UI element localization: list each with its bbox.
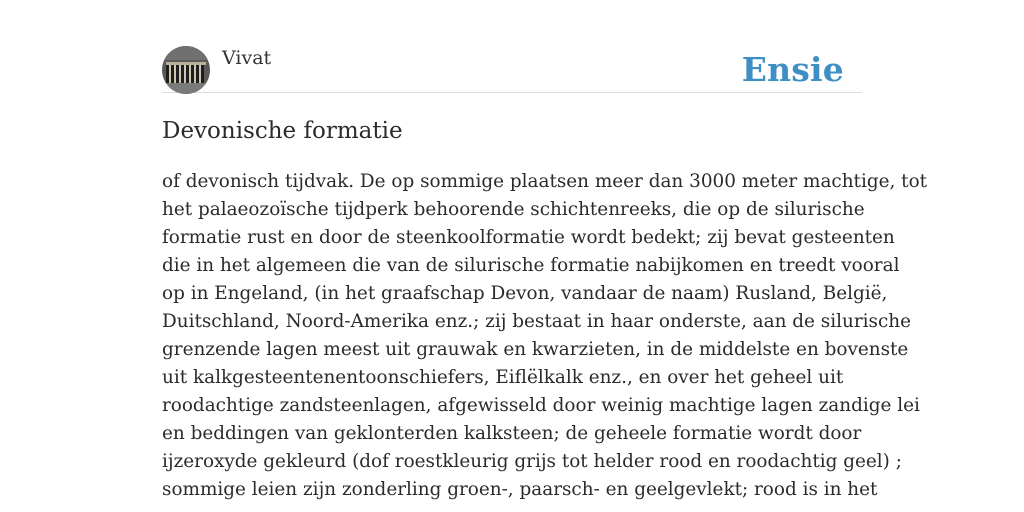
brand-logo[interactable]: Ensie: [741, 50, 844, 89]
body-line: grenzende lagen meest uit grauwak en kwarzieten, in de middelste en bovenste: [162, 339, 909, 360]
body-line: formatie rust en door de steenkoolformatie wordt bedekt; zij bevat gesteenten: [162, 227, 895, 248]
site-header: [162, 46, 862, 93]
bookshelf-avatar-icon[interactable]: [162, 46, 210, 94]
body-line: roodachtige zandsteenlagen, afgewisseld door weinig machtige lagen zandige lei: [162, 395, 920, 416]
body-line: op in Engeland, (in het graafschap Devon, vandaar de naam) Rusland, België,: [162, 283, 888, 304]
body-line: of devonisch tijdvak. De op sommige plaatsen meer dan 3000 meter machtige, tot: [162, 171, 928, 192]
body-line: die in het algemeen die van de silurische formatie nabijkomen en treedt vooral: [162, 255, 900, 276]
body-line: sommige leien zijn zonderling groen-, paarsch- en geelgevlekt; rood is in het: [162, 479, 878, 500]
body-line: en beddingen van geklonterden kalksteen; de geheele formatie wordt door: [162, 423, 862, 444]
body-line: ijzeroxyde gekleurd (dof roestkleurig grijs tot helder rood en roodachtig geel) ;: [162, 451, 902, 472]
article-body: [162, 168, 928, 504]
body-line: Duitschland, Noord-Amerika enz.; zij bestaat in haar onderste, aan de silurische: [162, 311, 911, 332]
author-name[interactable]: Vivat: [222, 47, 272, 69]
body-line: uit kalkgesteentenentoonschiefers, Eiflëlkalk enz., en over het geheel uit: [162, 367, 844, 388]
body-line: het palaeozoïsche tijdperk behoorende schichtenreeks, die op de silurische: [162, 199, 865, 220]
page-title: Devonische formatie: [162, 118, 403, 144]
